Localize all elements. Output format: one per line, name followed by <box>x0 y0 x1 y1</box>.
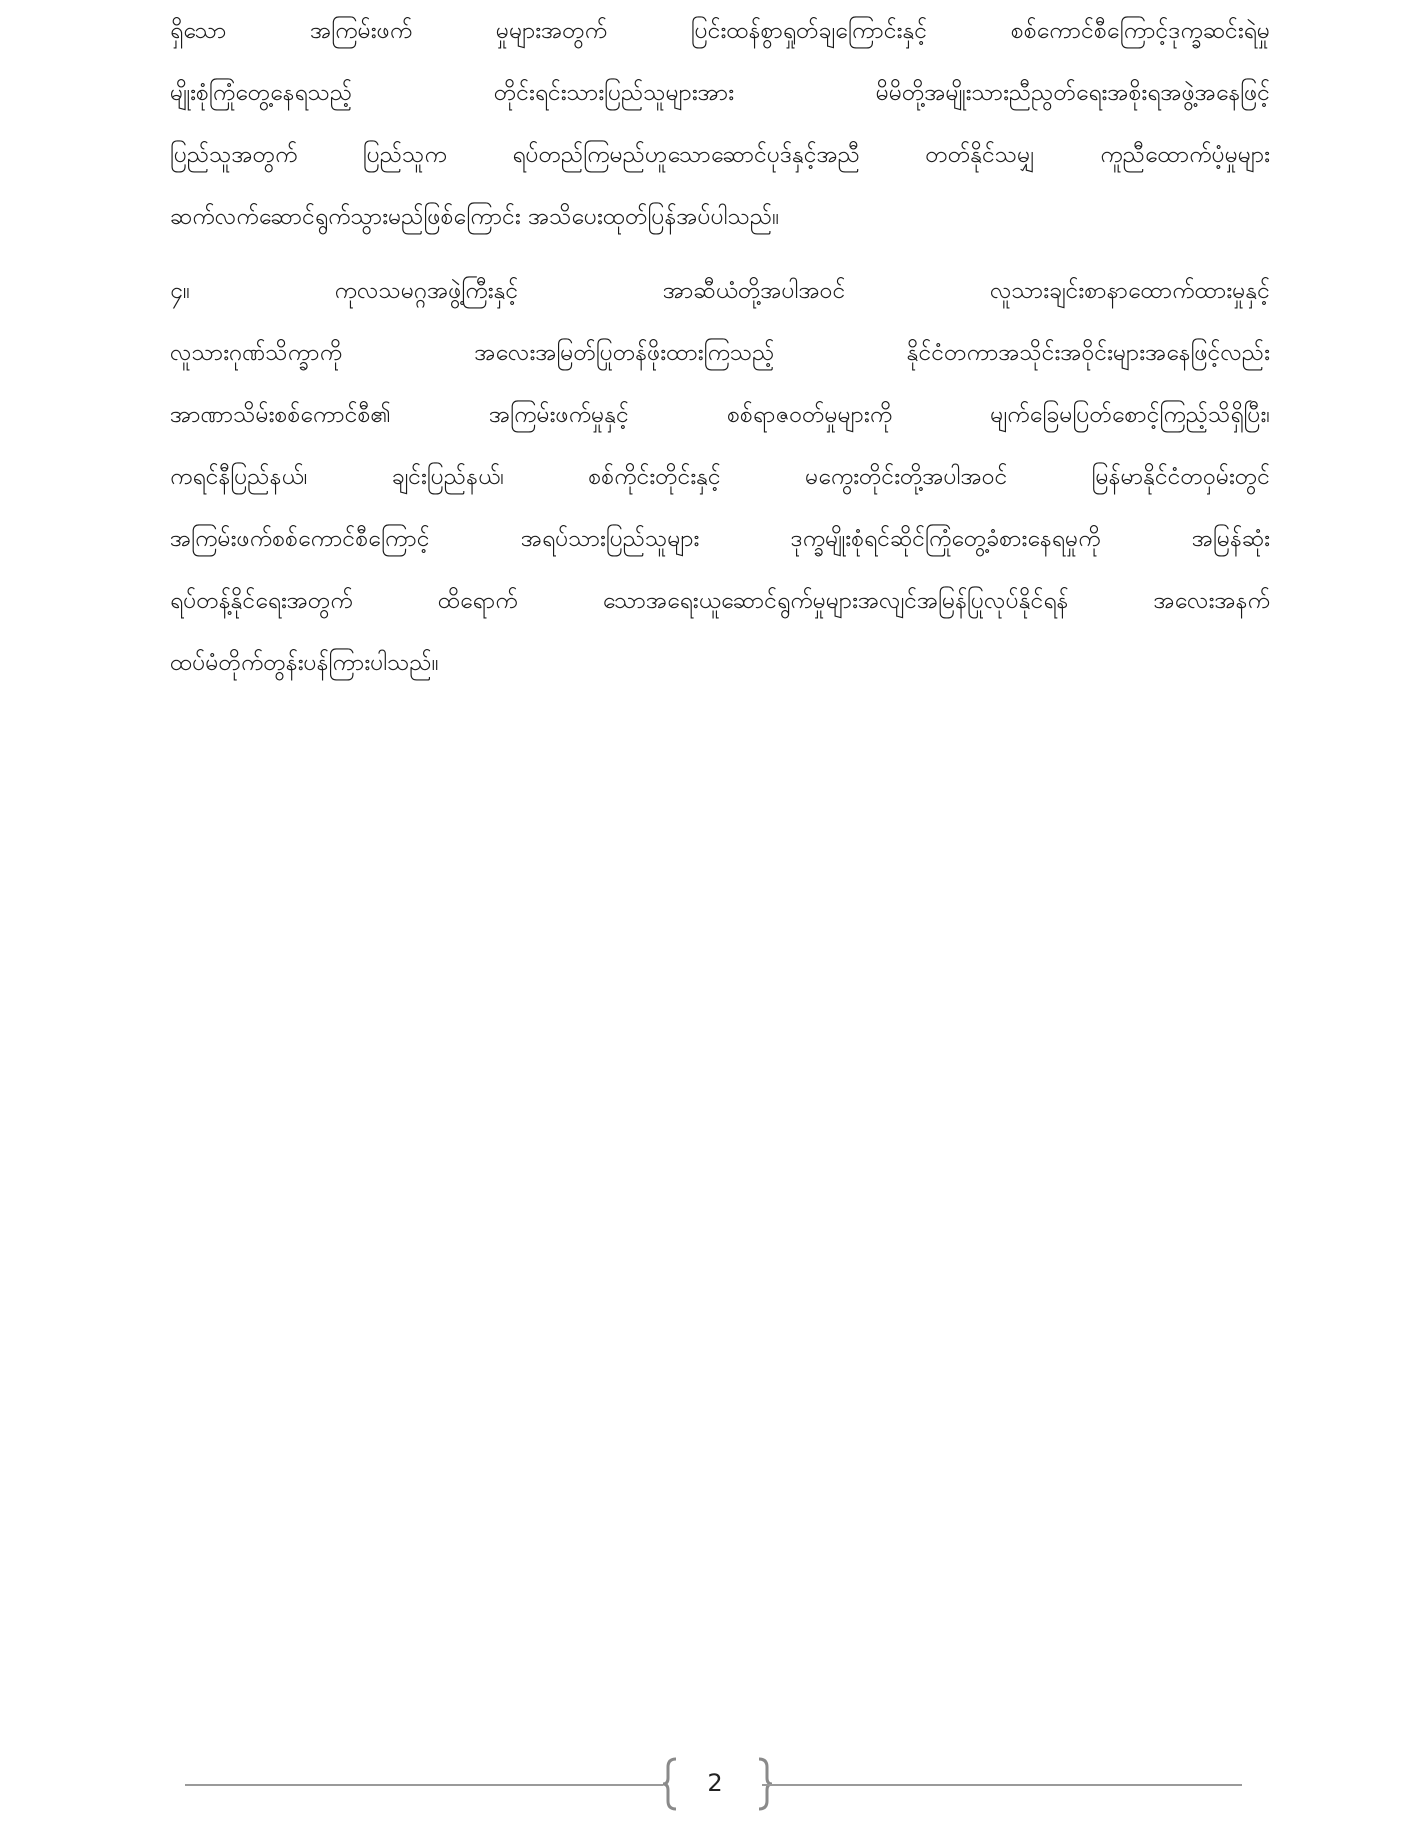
paragraph-line: လူသားဂုဏ်သိက္ခာကို အလေးအမြတ်ပြုတန်ဖိုးထားကြသည့် နိုင်ငံတကာအသိုင်းအဝိုင်းများအနေဖြင့်လည်း <box>170 340 1270 366</box>
paragraph-line: ရှိသော အကြမ်းဖက် မှုများအတွက် ပြင်းထန်စွာရှုတ်ချကြောင်းနှင့် စစ်ကောင်စီကြောင့်ဒုက္ခဆင်းရဲမှု <box>170 18 1270 44</box>
paragraph-2 <box>170 260 1270 694</box>
paragraph-line: ၄။ ကုလသမဂ္ဂအဖွဲ့ကြီးနှင့် အာဆီယံတို့အပါအဝင် လူသားချင်းစာနာထောက်ထားမှုနှင့် <box>170 278 1270 304</box>
paragraph-line: ထပ်မံတိုက်တွန်းပန်ကြားပါသည်။ <box>170 650 439 676</box>
paragraph-line: အာဏာသိမ်းစစ်ကောင်စီ၏ အကြမ်းဖက်မှုနှင့် စစ်ရာဇဝတ်မှုများကို မျက်ခြေမပြတ်စောင့်ကြည့်သိရှိပြီး၊ <box>170 402 1270 428</box>
left-brace-icon <box>660 1757 680 1811</box>
paragraph-line: ဆက်လက်ဆောင်ရွက်သွားမည်ဖြစ်ကြောင်း အသိပေးထုတ်ပြန်အပ်ပါသည်။ <box>170 204 780 230</box>
paragraph-line: ပြည်သူအတွက် ပြည်သူက ရပ်တည်ကြမည်ဟူသောဆောင်ပုဒ်နှင့်အညီ တတ်နိုင်သမျှ ကူညီထောက်ပံ့မှုများ <box>170 142 1270 168</box>
paragraph-line: မျိုးစုံကြုံတွေ့နေရသည့် တိုင်းရင်းသားပြည်သူများအား မိမိတို့အမျိုးသားညီညွတ်ရေးအစိုးရအဖွဲ့အနေဖြင့် <box>170 80 1270 106</box>
paragraph-line: ရပ်တန့်နိုင်ရေးအတွက် ထိရောက် သောအရေးယူဆောင်ရွက်မှုများအလျင်အမြန်ပြုလုပ်နိုင်ရန် အလေးအနက် <box>170 588 1270 614</box>
page-footer <box>0 1755 1427 1815</box>
paragraph-line: ကရင်နီပြည်နယ်၊ ချင်းပြည်နယ်၊ စစ်ကိုင်းတိုင်းနှင့် မကွေးတိုင်းတို့အပါအဝင် မြန်မာနိုင်ငံတဝှမ်းတွင် <box>170 464 1270 490</box>
footer-rule-left <box>185 1784 663 1786</box>
page-number: 2 <box>707 1769 723 1797</box>
paragraph-1 <box>170 0 1270 248</box>
paragraph-line: အကြမ်းဖက်စစ်ကောင်စီကြောင့် အရပ်သားပြည်သူများ ဒုက္ခမျိုးစုံရင်ဆိုင်ကြုံတွေ့ခံစားနေရမှုကို အမြန်ဆုံး <box>170 526 1270 552</box>
footer-rule-right <box>762 1784 1242 1786</box>
